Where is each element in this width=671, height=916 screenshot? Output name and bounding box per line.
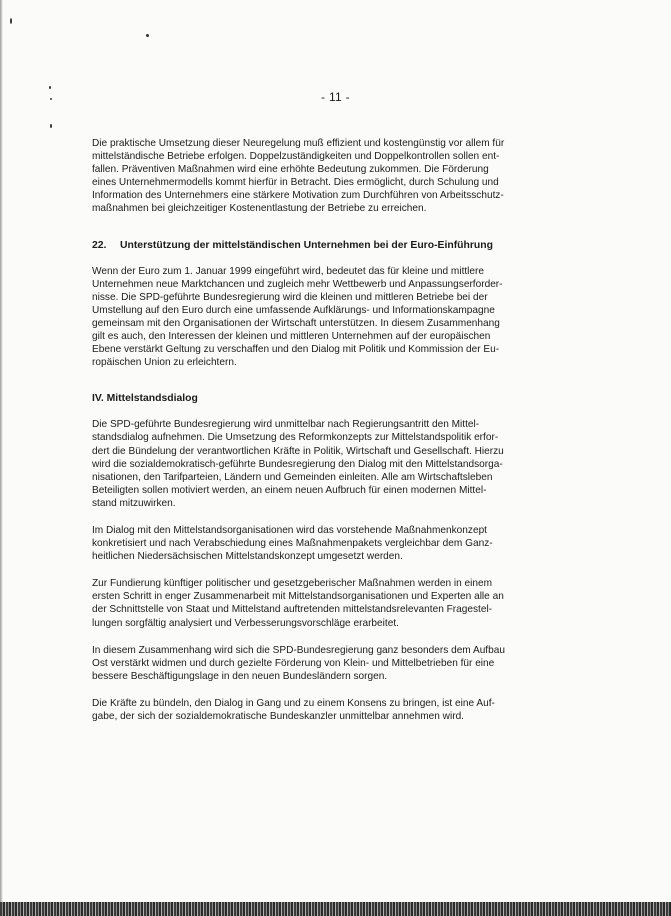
paragraph-mittelstandsdialog bbox=[92, 418, 542, 510]
text-line: maßnahmen bei gleichzeitiger Kostenentlastung der Betriebe zu erreichen. bbox=[92, 203, 427, 215]
text-line: lungen sorgfältig analysiert und Verbesserungsvorschläge erarbeitet. bbox=[92, 617, 399, 629]
text-line: stand mitzuwirken. bbox=[92, 497, 176, 509]
text-line: Beteiligten sollen motiviert werden, an einem neuen Aufbruch für einen modernen Mittel- bbox=[92, 484, 487, 496]
scan-speck bbox=[146, 34, 149, 37]
paragraph-arbeitsschutz bbox=[92, 137, 542, 216]
scan-speck bbox=[50, 124, 52, 128]
text-line: In diesem Zusammenhang wird sich die SPD-Bundesregierung ganz besonders dem Aufbau bbox=[92, 644, 505, 656]
paragraph-dialog-organisationen bbox=[92, 524, 542, 563]
text-line: Die Kräfte zu bündeln, den Dialog in Gang und zu einem Konsens zu bringen, ist eine Auf- bbox=[92, 697, 495, 709]
section-title: Unterstützung der mittelständischen Unternehmen bei der Euro-Einführung bbox=[120, 239, 493, 251]
scan-speck bbox=[49, 86, 51, 89]
text-line: heitlichen Niedersächsischen Mittelstandskonzept umgesetzt werden. bbox=[92, 551, 403, 563]
text-line: der Schnittstelle von Staat und Mittelstand auftretenden mittelstandsrelevanten Fragestel- bbox=[92, 604, 493, 616]
paragraph-fundierung bbox=[92, 577, 542, 629]
text-line: Wenn der Euro zum 1. Januar 1999 eingeführt wird, bedeutet das für kleine und mittlere bbox=[92, 265, 485, 277]
document-body bbox=[92, 137, 542, 723]
text-line: Zur Fundierung künftiger politischer und gesetzgeberischer Maßnahmen werden in einem bbox=[92, 578, 493, 590]
section-title: IV. Mittelstandsdialog bbox=[92, 393, 198, 405]
text-line: mittelständische Betriebe erfolgen. Doppelzuständigkeiten und Doppelkontrollen sollen ent- bbox=[92, 151, 500, 163]
text-line: Information des Unternehmers eine stärkere Motivation zum Durchführen von Arbeitsschutz- bbox=[92, 190, 504, 202]
text-line: ersten Schritt in enger Zusammenarbeit mit Mittelstandsorganisationen und Experten alle an bbox=[92, 591, 504, 603]
text-line: eines Unternehmermodells kommt hierfür in Betracht. Dies ermöglicht, durch Schulung und bbox=[92, 177, 499, 189]
paragraph-kraefte-buendeln bbox=[92, 697, 542, 723]
text-line: Ost verstärkt widmen und durch gezielte Förderung von Klein- und Mittelbetrieben für eine bbox=[92, 657, 495, 669]
text-line: nisse. Die SPD-geführte Bundesregierung wird die kleinen und mittleren Betriebe bei der bbox=[92, 291, 488, 303]
text-line: ropäischen Union zu erleichtern. bbox=[92, 357, 237, 369]
text-line: wird die sozialdemokratisch-geführte Bundesregierung den Dialog mit den Mittelstandsorga- bbox=[92, 458, 503, 470]
text-line: Umstellung auf den Euro durch eine umfassende Aufklärungs- und Informationskampagne bbox=[92, 304, 495, 316]
text-line: Im Dialog mit den Mittelstandsorganisationen wird das vorstehende Maßnahmenkonzept bbox=[92, 524, 487, 536]
section-number: 22. bbox=[92, 239, 107, 251]
paragraph-aufbau-ost bbox=[92, 644, 542, 683]
text-line: fallen. Präventiven Maßnahmen wird eine erhöhte Bedeutung zukommen. Die Förderung bbox=[92, 164, 489, 176]
text-line: standsdialog aufnehmen. Die Umsetzung des Reformkonzepts zur Mittelstandspolitik erfor- bbox=[92, 432, 499, 444]
scan-speck bbox=[10, 18, 12, 24]
section-heading-22 bbox=[92, 240, 542, 251]
text-line: Die SPD-geführte Bundesregierung wird unmittelbar nach Regierungsantritt den Mittel- bbox=[92, 419, 480, 431]
text-line: Ebene verstärkt Geltung zu verschaffen und den Dialog mit Politik und Kommission der Eu- bbox=[92, 344, 500, 356]
text-line: dert die Bündelung der verantwortlichen Kräfte in Politik, Wirtschaft und Gesellschaft. Hierzu bbox=[92, 445, 504, 457]
paragraph-euro bbox=[92, 265, 542, 370]
page-number: - 11 - bbox=[321, 90, 350, 104]
text-line: gemeinsam mit den Organisationen der Wirtschaft unterstützen. In diesem Zusammenhang bbox=[92, 317, 500, 329]
text-line: Die praktische Umsetzung dieser Neuregelung muß effizient und kostengünstig vor allem für bbox=[92, 138, 505, 149]
scan-edge-left bbox=[0, 0, 3, 916]
text-line: nisationen, den Tarifparteien, Ländern und Gemeinden einleiten. Alle am Wirtschaftsleben bbox=[92, 471, 493, 483]
section-heading-iv bbox=[92, 393, 542, 404]
text-line: gabe, der sich der sozialdemokratische Bundeskanzler unmittelbar annehmen wird. bbox=[92, 711, 464, 722]
text-line: konkretisiert und nach Verabschiedung eines Maßnahmenpakets vergleichbar dem Ganz- bbox=[92, 538, 493, 550]
text-line: Unternehmen neue Marktchancen und zugleich mehr Wettbewerb und Anpassungserforder- bbox=[92, 278, 503, 290]
scan-edge-bottom bbox=[0, 902, 671, 916]
text-line: bessere Beschäftigungslage in den neuen Bundesländern sorgen. bbox=[92, 670, 388, 682]
text-line: gilt es auch, den Interessen der kleinen und mittleren Unternehmen auf der europäischen bbox=[92, 331, 491, 343]
